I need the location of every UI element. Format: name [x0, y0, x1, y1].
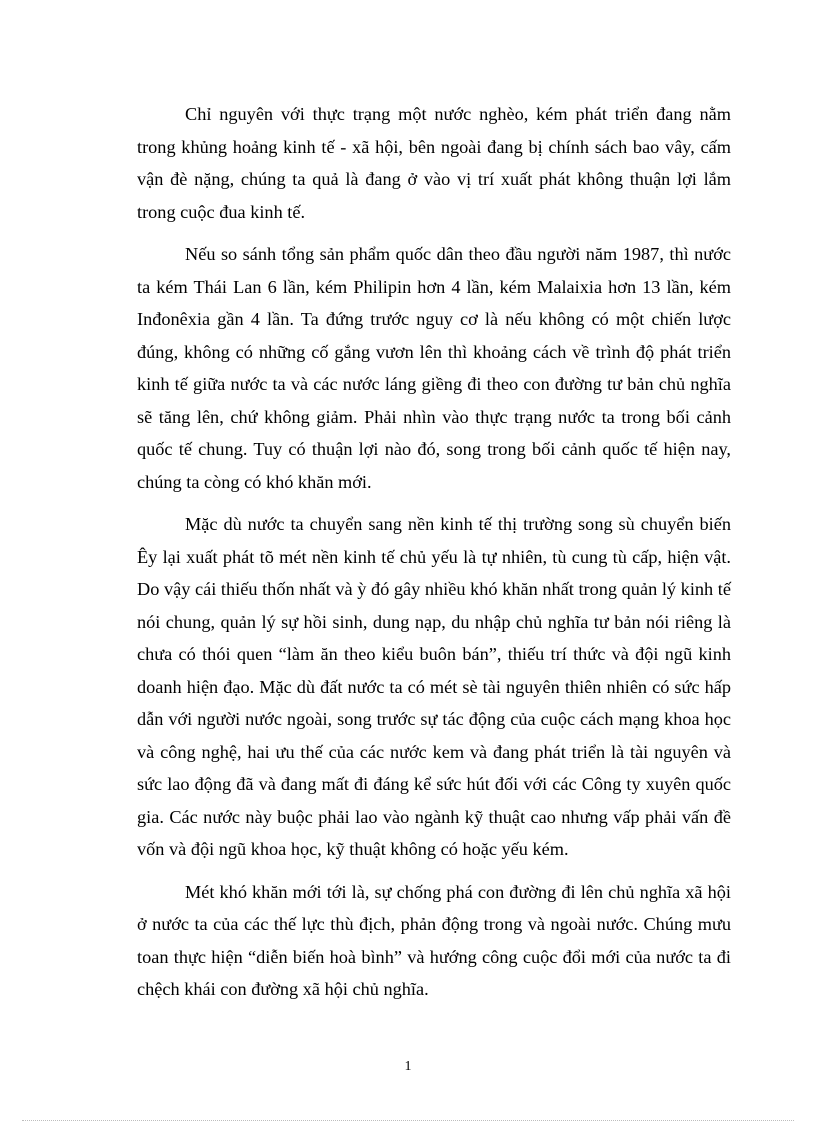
paragraph-3: Mặc dù nước ta chuyển sang nền kinh tế thị trường song sù chuyển biến Êy lại xuất phát tõ mét nền kinh tế chủ yếu là tự nhiên, tù cung tù cấp, hiện vật. Do vậy cái thiếu thốn nhất và ỳ đó gây nhiều khó khăn nhất trong quản lý kinh tế nói chung, quản lý sự hồi sinh, dung nạp, du nhập chủ nghĩa tư bản nói riêng là chưa có thói quen “làm ăn theo kiểu buôn bán”, thiếu trí thức và đội ngũ kinh doanh hiện đạo. Mặc dù đất nước ta có mét sè tài nguyên thiên nhiên có sức hấp dẫn với người nước ngoài, song trước sự tác động của cuộc cách mạng khoa học và công nghệ, hai ưu thế của các nước kem và đang phát triển là tài nguyên và sức lao động đã và đang mất đi đáng kể sức hút đối với các Công ty xuyên quốc gia. Các nước này buộc phải lao vào ngành kỹ thuật cao nhưng vấp phải vấn đề vốn và đội ngũ khoa học, kỹ thuật không có hoặc yếu kém. — [137, 514, 731, 859]
document-body — [137, 98, 731, 1016]
page-bottom-divider — [22, 1120, 794, 1121]
paragraph-2: Nếu so sánh tổng sản phẩm quốc dân theo đầu người năm 1987, thì nước ta kém Thái Lan 6 lần, kém Philipin hơn 4 lần, kém Malaixia hơn 13 lần, kém Inđonêxia gần 4 lần. Ta đứng trước nguy cơ là nếu không có một chiến lược đúng, không có những cố gắng vươn lên thì khoảng cách về trình độ phát triển kinh tế giữa nước ta và các nước láng giềng đi theo con đường tư bản chủ nghĩa sẽ tăng lên, chứ không giảm. Phải nhìn vào thực trạng nước ta trong bối cảnh quốc tế chung. Tuy có thuận lợi nào đó, song trong bối cảnh quốc tế hiện nay, chúng ta còng có khó khăn mới. — [137, 244, 731, 492]
paragraph-4: Mét khó khăn mới tới là, sự chống phá con đường đi lên chủ nghĩa xã hội ở nước ta của các thế lực thù địch, phản động trong và ngoài nước. Chúng mưu toan thực hiện “diễn biến hoà bình” và hướng công cuộc đổi mới của nước ta đi chệch khái con đường xã hội chủ nghĩa. — [137, 881, 731, 999]
page-number: 1 — [404, 1059, 412, 1074]
paragraph-1: Chỉ nguyên với thực trạng một nước nghèo, kém phát triển đang nằm trong khủng hoảng kinh tế - xã hội, bên ngoài đang bị chính sách bao vây, cấm vận đè nặng, chúng ta quả là đang ở vào vị trí xuất phát không thuận lợi lắm trong cuộc đua kinh tế. — [137, 104, 731, 222]
